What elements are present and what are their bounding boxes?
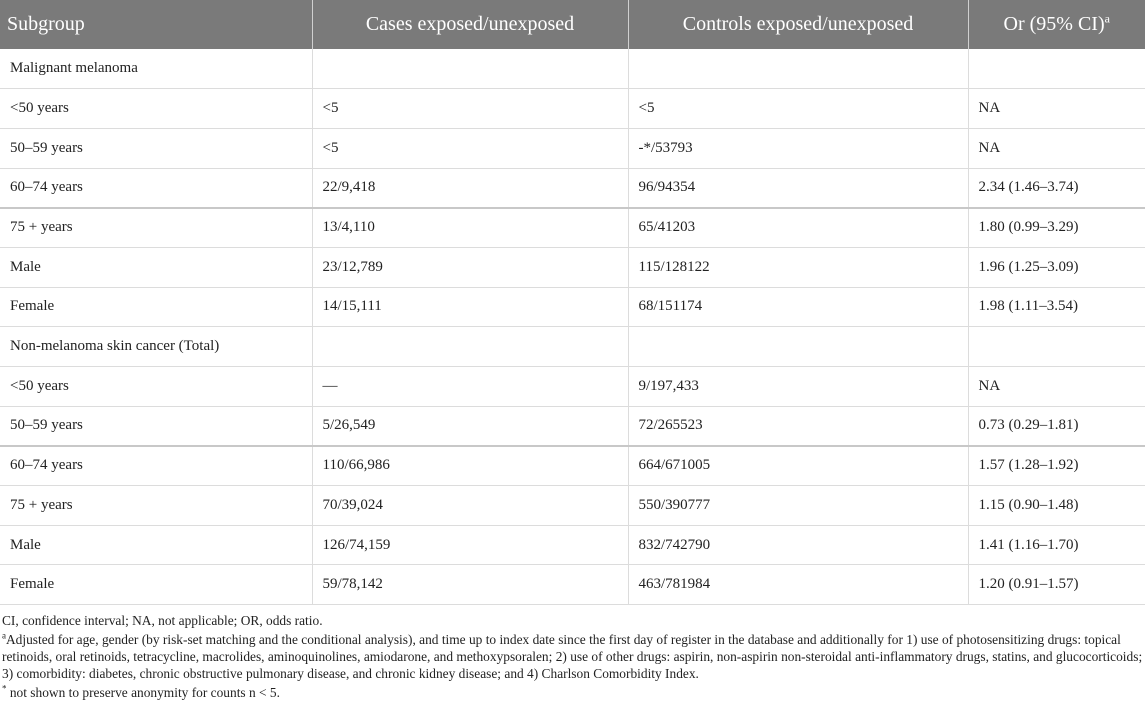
cell-controls: 68/151174: [628, 287, 968, 327]
cell-cases: 59/78,142: [312, 565, 628, 605]
cell-or: 2.34 (1.46–3.74): [968, 168, 1145, 208]
cell-cases: [312, 327, 628, 367]
cell-subgroup: Female: [0, 565, 312, 605]
table-header: [0, 0, 1145, 49]
cell-subgroup: 75 + years: [0, 486, 312, 526]
header-row: [0, 0, 1145, 49]
cell-or: 1.20 (0.91–1.57): [968, 565, 1145, 605]
table-row: [0, 525, 1145, 565]
header-or-footnote-mark: a: [1104, 11, 1110, 26]
table-row: [0, 486, 1145, 526]
cell-controls: 832/742790: [628, 525, 968, 565]
cell-or: NA: [968, 367, 1145, 407]
table-row: [0, 565, 1145, 605]
cell-cases: 126/74,159: [312, 525, 628, 565]
table-row: [0, 89, 1145, 129]
cell-subgroup: <50 years: [0, 367, 312, 407]
table-body: [0, 49, 1145, 605]
cell-subgroup: Female: [0, 287, 312, 327]
footnote-star: [2, 684, 1143, 701]
cell-cases: <5: [312, 89, 628, 129]
cell-cases: 13/4,110: [312, 208, 628, 248]
cell-controls: 463/781984: [628, 565, 968, 605]
cell-controls: 550/390777: [628, 486, 968, 526]
cell-controls: [628, 327, 968, 367]
table-row: [0, 367, 1145, 407]
cell-subgroup: <50 years: [0, 89, 312, 129]
footnote-a: [2, 631, 1143, 682]
table-row: [0, 49, 1145, 89]
cell-subgroup: Male: [0, 247, 312, 287]
footnote-a-text: Adjusted for age, gender (by risk-set matching and the conditional analysis), and time up to index date since the first day of register in the database and additionally for 1) use of photosensitizing drugs: topical retinoids, oral retinoids, tetracycline, macrolides, aminoquinolines, amiodarone, and methoxypsoralen; 2) use of other drugs: aspirin, non-aspirin non-steroidal anti-inflammatory drugs, statins, and glucocorticoids; 3) comorbidity: diabetes, chronic obstructive pulmonary disease, and chronic kidney disease; and 4) Charlson Comorbidity Index.: [2, 632, 1143, 682]
cell-controls: 65/41203: [628, 208, 968, 248]
header-or: [968, 0, 1145, 49]
cell-cases: 110/66,986: [312, 446, 628, 486]
header-controls: Controls exposed/unexposed: [628, 0, 968, 49]
table-row: [0, 406, 1145, 446]
cell-or: 1.15 (0.90–1.48): [968, 486, 1145, 526]
cell-cases: [312, 49, 628, 89]
cell-controls: 9/197,433: [628, 367, 968, 407]
table-row: [0, 208, 1145, 248]
cell-cases: —: [312, 367, 628, 407]
header-or-label: Or (95% CI): [1003, 13, 1105, 35]
cell-controls: 664/671005: [628, 446, 968, 486]
table-row: [0, 247, 1145, 287]
cell-subgroup: 60–74 years: [0, 168, 312, 208]
cell-subgroup: 50–59 years: [0, 406, 312, 446]
cell-subgroup: Malignant melanoma: [0, 49, 312, 89]
cell-controls: 115/128122: [628, 247, 968, 287]
cell-controls: <5: [628, 89, 968, 129]
cell-cases: 14/15,111: [312, 287, 628, 327]
cell-or: 0.73 (0.29–1.81): [968, 406, 1145, 446]
cell-or: [968, 49, 1145, 89]
table-row: [0, 128, 1145, 168]
cell-controls: -*/53793: [628, 128, 968, 168]
cell-controls: 96/94354: [628, 168, 968, 208]
cell-controls: [628, 49, 968, 89]
cell-or: 1.80 (0.99–3.29): [968, 208, 1145, 248]
cell-subgroup: 50–59 years: [0, 128, 312, 168]
table-row: [0, 287, 1145, 327]
footnote-star-mark: *: [2, 683, 7, 694]
cell-subgroup: Male: [0, 525, 312, 565]
cell-or: 1.98 (1.11–3.54): [968, 287, 1145, 327]
footnote-a-mark: a: [2, 630, 6, 641]
cell-or: NA: [968, 128, 1145, 168]
cell-subgroup: 60–74 years: [0, 446, 312, 486]
cell-or: 1.57 (1.28–1.92): [968, 446, 1145, 486]
table-row: [0, 327, 1145, 367]
abbreviations-note: CI, confidence interval; NA, not applicable; OR, odds ratio.: [2, 613, 323, 629]
header-subgroup: Subgroup: [0, 0, 312, 49]
cell-or: 1.41 (1.16–1.70): [968, 525, 1145, 565]
table-row: [0, 168, 1145, 208]
table-row: [0, 446, 1145, 486]
table-notes: [0, 605, 1145, 701]
cell-cases: <5: [312, 128, 628, 168]
cell-controls: 72/265523: [628, 406, 968, 446]
cell-cases: 23/12,789: [312, 247, 628, 287]
header-cases: Cases exposed/unexposed: [312, 0, 628, 49]
cell-cases: 22/9,418: [312, 168, 628, 208]
cell-subgroup: Non-melanoma skin cancer (Total): [0, 327, 312, 367]
footnote-star-text: not shown to preserve anonymity for counts n < 5.: [6, 685, 280, 701]
cell-or: 1.96 (1.25–3.09): [968, 247, 1145, 287]
cell-or: NA: [968, 89, 1145, 129]
cell-cases: 70/39,024: [312, 486, 628, 526]
cell-cases: 5/26,549: [312, 406, 628, 446]
cell-or: [968, 327, 1145, 367]
cell-subgroup: 75 + years: [0, 208, 312, 248]
